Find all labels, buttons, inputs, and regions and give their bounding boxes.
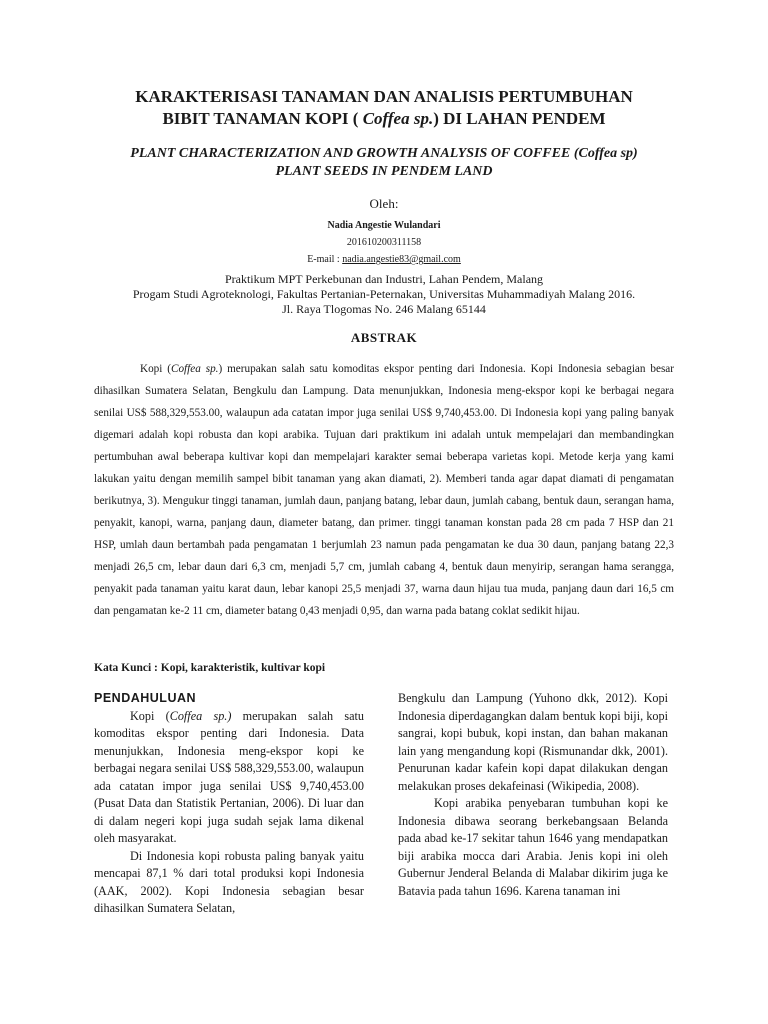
affiliation-line-2: Progam Studi Agroteknologi, Fakultas Pertanian-Peternakan, Universitas Muhammadiyah Malang 2016. <box>132 287 636 301</box>
title-line-1: KARAKTERISASI TANAMAN DAN ANALISIS PERTUMBUHAN <box>135 87 633 106</box>
title-line-2-pre: BIBIT TANAMAN KOPI ( <box>162 109 363 128</box>
intro-p1-pre: Kopi ( <box>130 708 170 723</box>
intro-p1-body: merupakan salah satu komoditas ekspor penting dari Indonesia. Data menunjukkan, Indonesia meng-ekspor kopi ke berbagai negara senilai US$ 588,329,553.00, walaupun ada catatan impor juga senilai US$ 9,740,453.00 (Pusat Data dan Statistik Pertanian, 2006). Di luar dan di dalam negeri kopi juga sudah sejak lama dikenal oleh masyarakat. <box>94 708 364 845</box>
author-name: Nadia Angestie Wulandari <box>327 220 441 231</box>
intro-paragraph-4: Kopi arabika penyebaran tumbuhan kopi ke Indonesia dibawa seorang berkebangsaan Belanda pada abad ke-17 sekitar tahun 1646 yang mendapatkan biji arabika mocca dari Arabia. Jenis kopi ini oleh Gubernur Jenderal Belanda di Malabar dikirim juga ke Batavia pada tahun 1696. Karena tanaman ini <box>398 796 668 898</box>
affiliation-line-3: Jl. Raya Tlogomas No. 246 Malang 65144 <box>282 302 486 316</box>
title-line-2 <box>60 108 708 130</box>
paper-title <box>60 86 708 130</box>
title-line-2-post: ) DI LAHAN PENDEM <box>433 109 606 128</box>
title-species-name: Coffea sp. <box>362 109 434 128</box>
column-right <box>398 690 668 900</box>
email-label: E-mail : <box>307 254 343 265</box>
abstract-body <box>94 358 674 622</box>
affiliation <box>40 272 728 317</box>
abstract-heading: ABSTRAK <box>350 330 418 345</box>
keywords: Kata Kunci : Kopi, karakteristik, kultivar kopi <box>94 662 326 674</box>
author-email <box>0 254 768 265</box>
intro-paragraph-3: Bengkulu dan Lampung (Yuhono dkk, 2012). Kopi Indonesia diperdagangkan dalam bentuk kopi biji, kopi sangrai, kopi bubuk, kopi instan, dan bahan makanan lain yang mengandung kopi (Rismunandar dkk, 2001). Penurunan kadar kafein kopi dapat dilakukan dengan melakukan proses dekafeinasi (Wikipedia, 2008). <box>398 691 668 793</box>
intro-paragraph-2: Di Indonesia kopi robusta paling banyak yaitu mencapai 87,1 % dari total produksi kopi Indonesia (AAK, 2002). Kopi Indonesia sebagian besar dihasilkan Sumatera Selatan, <box>94 848 364 915</box>
affiliation-line-1: Praktikum MPT Perkebunan dan Industri, Lahan Pendem, Malang <box>224 272 544 286</box>
by-label: Oleh: <box>369 196 399 211</box>
abstract-species-name: Coffea sp. <box>171 363 219 375</box>
section-heading-introduction: PENDAHULUAN <box>94 691 197 705</box>
abstract-text: ) merupakan salah satu komoditas ekspor penting dari Indonesia. Kopi Indonesia sebagian besar dihasilkan Sumatera Selatan, Bengkulu dan Lampung. Data menunjukkan, Indonesia meng-ekspor kopi ke berbagai negara senilai US$ 588,329,553.00, walaupun ada catatan impor juga senilai US$ 9,740,453.00. Di Indonesia kopi yang paling banyak digemari adalah kopi robusta dan kopi arabika. Tujuan dari praktikum ini adalah untuk mempelajari dan membandingkan pertumbuhan awal beberapa kultivar kopi dan mempelajari karakter semai beberapa varietas kopi. Metode kerja yang kami lakukan yaitu dengan memilih sampel bibit tanaman yang akan diamati, 2). Memberi tanda agar dapat diamati di pengamatan berikutnya, 3). Mengukur tinggi tanaman, jumlah daun, panjang batang, lebar daun, jumlah cabang, bentuk daun, serangan hama, penyakit, kanopi, warna, panjang daun, diameter batang, dan primer. tinggi tanaman konstan pada 28 cm pada 7 HSP dan 21 HSP, umlah daun bertambah pada pengamatan 1 berjumlah 23 namun pada pengamatan ke dua 30 daun, panjang batang 22,3 menjadi 26,5 cm, lebar daun dari 6,3 cm, menjadi 5,7 cm, jumlah cabang 4, bentuk daun menyirip, serangan hama serangga, penyakit pada tanaman yaitu karat daun, lebar kanopi 25,5 menjadi 37, warna daun hijau tua muda, panjang daun dari 16,5 cm dan pengamatan ke-2 11 cm, diameter batang 0,43 menjadi 0,95, dan warna pada batang coklat sedikit hijau. <box>94 363 674 617</box>
student-id: 201610200311158 <box>346 237 422 248</box>
abstract-pre: Kopi ( <box>140 363 171 375</box>
subtitle-line-1: PLANT CHARACTERIZATION AND GROWTH ANALYSIS OF COFFEE (Coffea sp) <box>130 146 638 161</box>
paper-subtitle <box>60 145 708 181</box>
intro-species-name: Coffea sp.) <box>169 708 232 723</box>
subtitle-line-2: PLANT SEEDS IN PENDEM LAND <box>275 164 493 179</box>
column-left <box>94 690 364 918</box>
email-link[interactable]: nadia.angestie83@gmail.com <box>342 254 461 265</box>
intro-paragraph-1 <box>94 708 364 848</box>
